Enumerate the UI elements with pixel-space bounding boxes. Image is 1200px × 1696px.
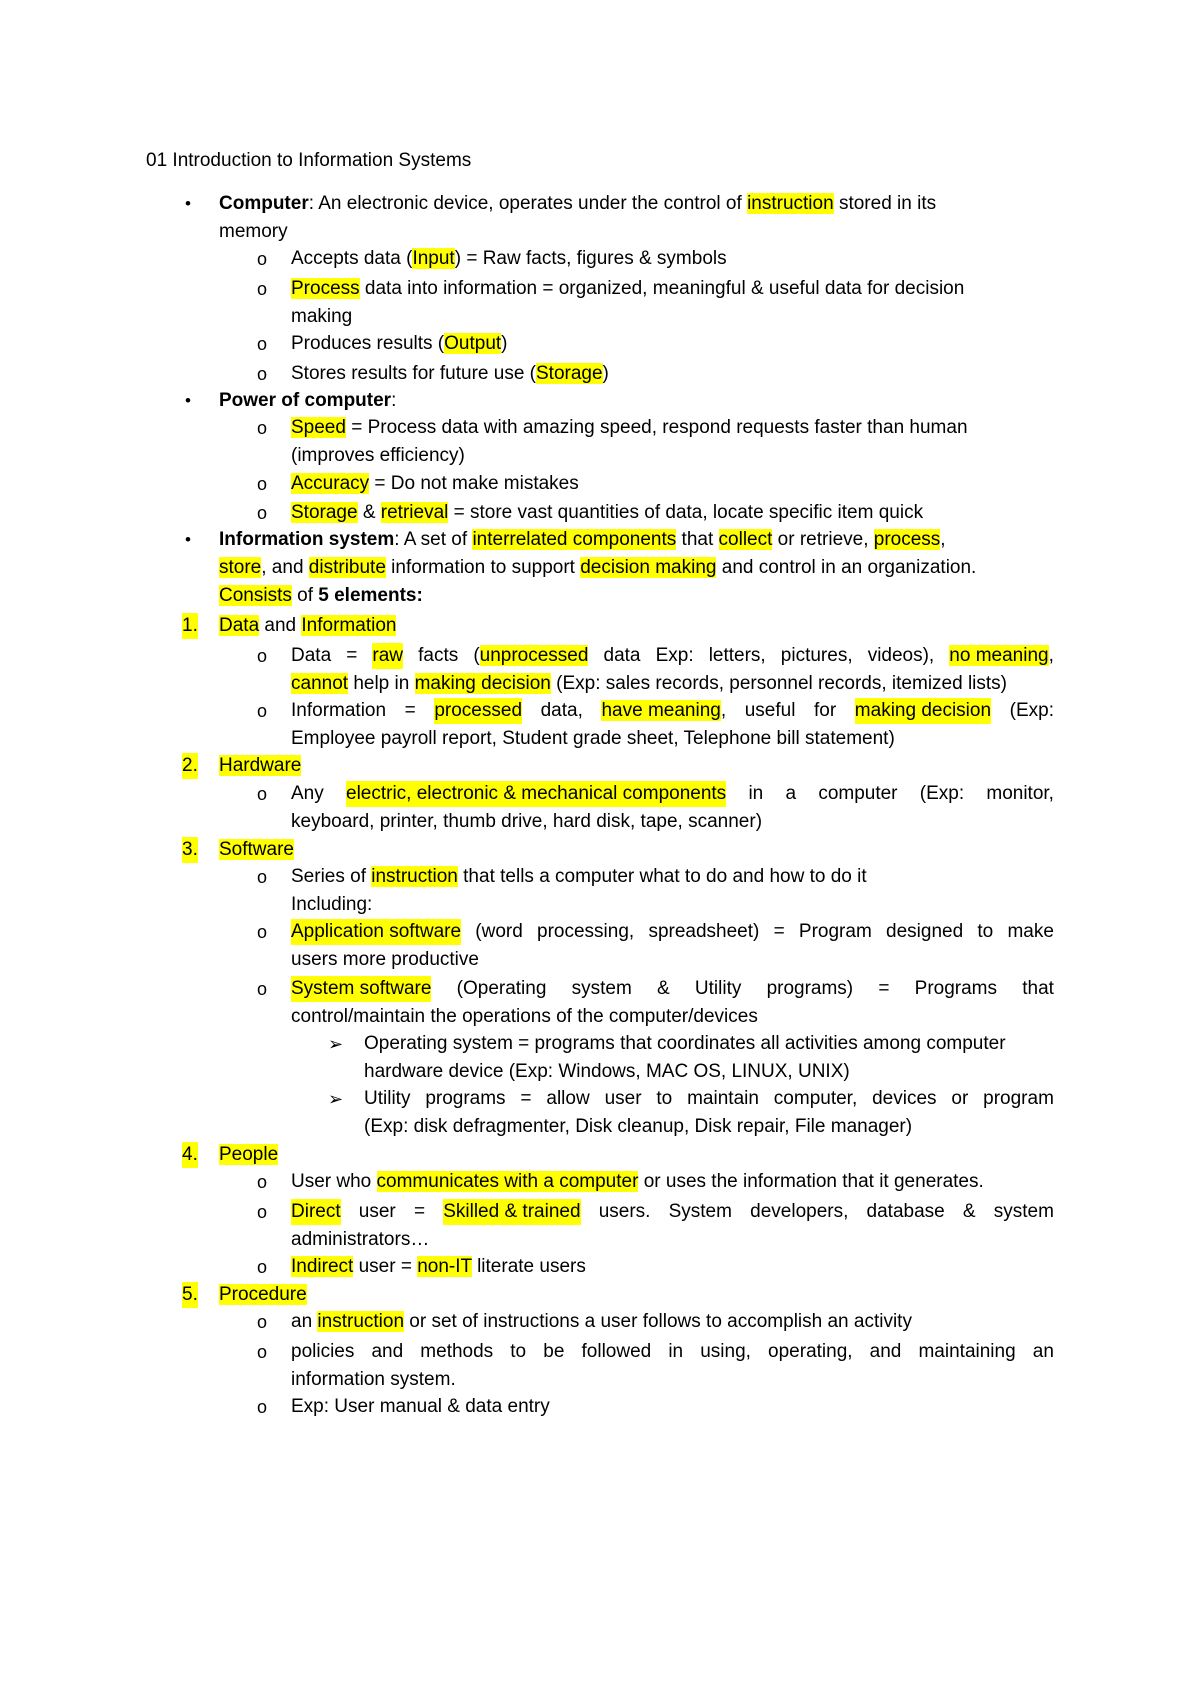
circle-bullet-icon: o — [257, 418, 268, 438]
power-heading: Power of computer: — [219, 390, 397, 411]
circle-bullet-icon: o — [257, 867, 268, 887]
circle-bullet-icon: o — [257, 364, 268, 384]
element-number-2: 2. — [182, 753, 198, 779]
information-definition: Information = processed data, have meaning, useful for making decision (Exp: — [291, 698, 1054, 724]
computer-item-process: Process data into information = organized, meaningful & useful data for decision — [291, 278, 965, 299]
procedure-definition: an instruction or set of instructions a user follows to accomplish an activity — [291, 1311, 912, 1332]
circle-bullet-icon: o — [257, 1172, 268, 1192]
element-software: Software — [219, 839, 294, 860]
arrow-bullet-icon: ➢ — [328, 1034, 344, 1054]
circle-bullet-icon: o — [257, 922, 268, 942]
element-hardware: Hardware — [219, 755, 302, 776]
circle-bullet-icon: o — [257, 249, 268, 269]
circle-bullet-icon: o — [257, 503, 268, 523]
bullet-icon: • — [185, 530, 191, 549]
circle-bullet-icon: o — [257, 1312, 268, 1332]
infosys-consists: Consists of 5 elements: — [219, 585, 423, 606]
circle-bullet-icon: o — [257, 279, 268, 299]
circle-bullet-icon: o — [257, 1257, 268, 1277]
term-computer: Computer — [219, 193, 309, 214]
application-software-cont: users more productive — [291, 949, 479, 970]
bullet-icon: • — [185, 391, 191, 410]
circle-bullet-icon: o — [257, 1342, 268, 1362]
computer-definition-cont: memory — [219, 221, 288, 242]
software-including: Including: — [291, 894, 373, 915]
procedure-policies: policies and methods to be followed in using, operating, and maintaining an — [291, 1341, 1054, 1362]
infosys-definition: Information system: A set of interrelated components that collect or retrieve, process, — [219, 529, 946, 550]
operating-system-cont: hardware device (Exp: Windows, MAC OS, LINUX, UNIX) — [364, 1061, 850, 1082]
computer-item-input: Accepts data (Input) = Raw facts, figures & symbols — [291, 248, 727, 269]
system-software: System software (Operating system & Utility programs) = Programs that — [291, 976, 1054, 1002]
arrow-bullet-icon: ➢ — [328, 1089, 344, 1109]
application-software: Application software (word processing, spreadsheet) = Program designed to make — [291, 919, 1054, 945]
utility-programs: Utility programs = allow user to maintain computer, devices or program — [364, 1088, 1054, 1109]
bullet-icon: • — [185, 194, 191, 213]
circle-bullet-icon: o — [257, 1397, 268, 1417]
operating-system: Operating system = programs that coordinates all activities among computer — [364, 1033, 1006, 1054]
computer-item-process-cont: making — [291, 306, 353, 327]
element-number-5: 5. — [182, 1282, 198, 1308]
direct-user-cont: administrators… — [291, 1229, 430, 1250]
element-people: People — [219, 1144, 279, 1165]
data-definition-cont: cannot help in making decision (Exp: sales records, personnel records, itemized lists) — [291, 673, 1008, 694]
circle-bullet-icon: o — [257, 784, 268, 804]
circle-bullet-icon: o — [257, 334, 268, 354]
direct-user: Direct user = Skilled & trained users. System developers, database & system — [291, 1199, 1054, 1225]
element-number-3: 3. — [182, 837, 198, 863]
power-speed-cont: (improves efficiency) — [291, 445, 465, 466]
computer-definition: Computer: An electronic device, operates under the control of instruction stored in its — [219, 193, 937, 214]
hardware-definition-cont: keyboard, printer, thumb drive, hard disk, tape, scanner) — [291, 811, 763, 832]
hardware-definition: Any electric, electronic & mechanical components in a computer (Exp: monitor, — [291, 781, 1054, 807]
procedure-example: Exp: User manual & data entry — [291, 1396, 550, 1417]
information-definition-cont: Employee payroll report, Student grade sheet, Telephone bill statement) — [291, 728, 895, 749]
circle-bullet-icon: o — [257, 646, 268, 666]
element-data-information: Data and Information — [219, 615, 397, 636]
element-procedure: Procedure — [219, 1284, 307, 1305]
circle-bullet-icon: o — [257, 1202, 268, 1222]
circle-bullet-icon: o — [257, 701, 268, 721]
circle-bullet-icon: o — [257, 474, 268, 494]
procedure-policies-cont: information system. — [291, 1369, 456, 1390]
power-storage: Storage & retrieval = store vast quantities of data, locate specific item quick — [291, 502, 924, 523]
circle-bullet-icon: o — [257, 979, 268, 999]
people-definition: User who communicates with a computer or uses the information that it generates. — [291, 1171, 984, 1192]
element-number-1: 1. — [182, 613, 198, 639]
element-number-4: 4. — [182, 1142, 198, 1168]
computer-item-storage: Stores results for future use (Storage) — [291, 363, 609, 384]
utility-programs-cont: (Exp: disk defragmenter, Disk cleanup, Disk repair, File manager) — [364, 1116, 913, 1137]
power-accuracy: Accuracy = Do not make mistakes — [291, 473, 579, 494]
document-title: 01 Introduction to Information Systems — [146, 150, 472, 171]
infosys-definition-cont: store, and distribute information to support decision making and control in an organization. — [219, 557, 977, 578]
indirect-user: Indirect user = non-IT literate users — [291, 1256, 586, 1277]
system-software-cont: control/maintain the operations of the computer/devices — [291, 1006, 758, 1027]
software-definition: Series of instruction that tells a computer what to do and how to do it — [291, 866, 867, 887]
power-speed: Speed = Process data with amazing speed, respond requests faster than human — [291, 417, 968, 438]
computer-item-output: Produces results (Output) — [291, 333, 508, 354]
data-definition: Data = raw facts (unprocessed data Exp: letters, pictures, videos), no meaning, — [291, 643, 1054, 669]
